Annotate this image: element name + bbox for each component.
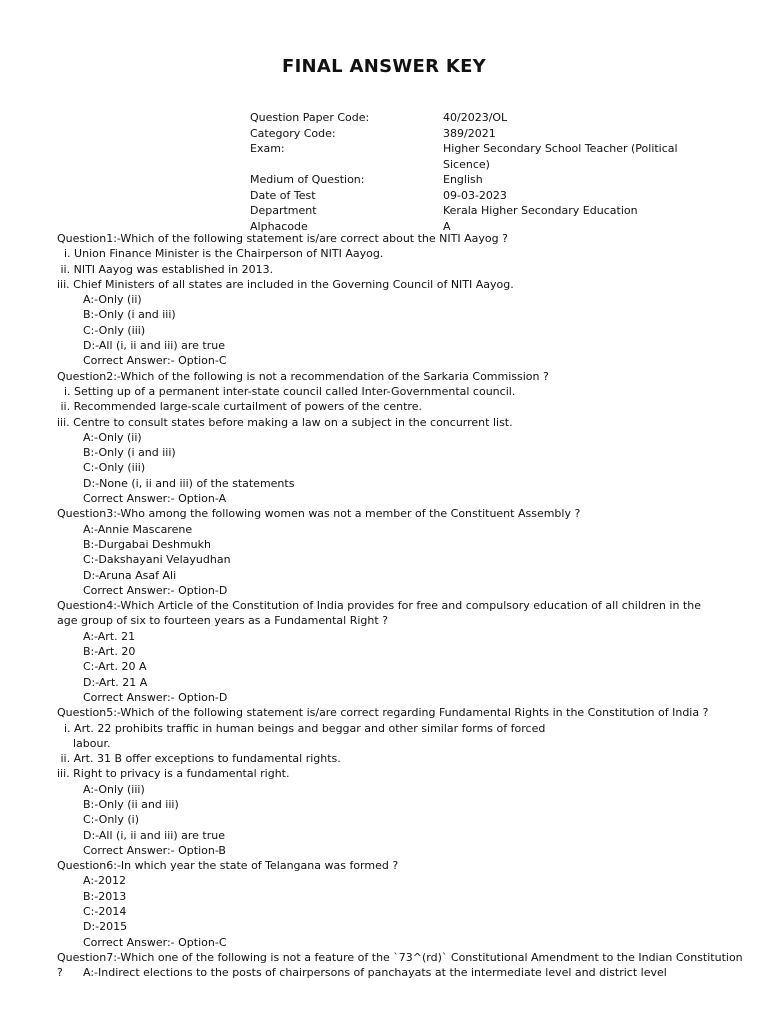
meta-label: Date of Test [250,188,316,202]
question-text: Question2:-Which of the following is not a recommendation of the Sarkaria Commission ? [57,369,549,383]
question-text: Question1:-Which of the following statement is/are correct about the NITI Aayog ? [57,232,508,245]
question-text: Question7:-Which one of the following is not a feature of the `73^(rd)` Constitutional Amendment to the Indian Constitution [57,950,743,964]
correct-answer: Correct Answer:- Option-C [83,935,227,949]
meta-label: Question Paper Code: [250,111,370,124]
option: A:-2012 [83,874,127,888]
correct-answer: Correct Answer:- Option-C [83,354,227,368]
exam-details [250,110,698,234]
statement: iii. Centre to consult states before making a law on a subject in the concurrent list. [57,415,513,429]
meta-value: 40/2023/OL [443,111,508,124]
option: B:-Only (i and iii) [83,308,176,322]
meta-label: Exam: [250,142,285,155]
option: B:-Only (ii and iii) [83,797,179,811]
statement: ii. NITI Aayog was established in 2013. [57,262,274,276]
option: C:-2014 [83,905,127,919]
option: D:-Aruna Asaf Ali [83,568,177,582]
statement: i. Art. 22 prohibits traffic in human beings and beggar and other similar forms of forced [57,721,546,735]
option: D:-All (i, ii and iii) are true [83,828,225,842]
correct-answer: Correct Answer:- Option-D [83,690,228,704]
meta-row [250,141,698,172]
statement: iii. Chief Ministers of all states are included in the Governing Council of NITI Aayog. [57,277,514,291]
option: A:-Only (ii) [83,430,142,444]
meta-value: Higher Secondary School Teacher (Political Sicence) [443,142,678,171]
statement: ii. Art. 31 B offer exceptions to fundamental rights. [57,752,341,766]
meta-row [250,172,698,188]
statement: i. Union Finance Minister is the Chairperson of NITI Aayog. [57,247,384,261]
correct-answer: Correct Answer:- Option-A [83,492,227,506]
meta-value: English [443,173,483,186]
option: B:-2013 [83,889,127,903]
question-7-option-row [57,965,717,980]
meta-label: Category Code: [250,126,336,140]
option: D:-2015 [83,920,128,934]
meta-label: Department [250,204,317,217]
statement: ii. Recommended large-scale curtailment of powers of the centre. [57,400,422,414]
option: D:-All (i, ii and iii) are true [83,339,225,353]
question-text: Question3:-Who among the following women was not a member of the Constituent Assembly ? [57,507,581,521]
question-mark: ? [57,966,63,980]
statement: iii. Right to privacy is a fundamental right. [57,767,290,781]
meta-row [250,110,698,126]
option: D:-Art. 21 A [83,675,148,689]
meta-value: Kerala Higher Secondary Education [443,204,638,217]
option: C:-Only (iii) [83,323,146,337]
option: C:-Dakshayani Velayudhan [83,553,231,567]
option: A:-Only (iii) [83,782,145,796]
meta-row [250,188,698,204]
meta-label: Medium of Question: [250,173,365,186]
option: C:-Only (iii) [83,461,146,475]
correct-answer: Correct Answer:- Option-B [83,843,226,857]
meta-value: A [443,219,451,233]
option: D:-None (i, ii and iii) of the statements [83,476,295,490]
option: C:-Only (i) [83,813,139,827]
option: A:-Only (ii) [83,293,142,307]
meta-label: Alphacode [250,219,308,233]
option: B:-Durgabai Deshmukh [83,537,211,551]
question-text: Question4:-Which Article of the Constitution of India provides for free and compulsory education of all children in the age group of six to fourteen years as a Fundamental Right ? [57,599,701,628]
option: A:-Indirect elections to the posts of chairpersons of panchayats at the intermediate level and district level [83,966,667,980]
question-text: Question5:-Which of the following statement is/are correct regarding Fundamental Rights in the Constitution of India ? [57,706,709,720]
option: B:-Art. 20 [83,645,136,659]
meta-value: 09-03-2023 [443,188,507,202]
option: A:-Annie Mascarene [83,522,193,536]
meta-row [250,126,698,142]
meta-row [250,203,698,219]
meta-value: 389/2021 [443,126,496,140]
option: B:-Only (i and iii) [83,446,176,460]
question-list [57,231,743,981]
statement: i. Setting up of a permanent inter-state council called Inter-Governmental council. [57,384,516,398]
statement-continuation: labour. [73,736,111,750]
question-text: Question6:-In which year the state of Telangana was formed ? [57,859,399,873]
correct-answer: Correct Answer:- Option-D [83,583,228,597]
page-title: FINAL ANSWER KEY [281,56,487,77]
option: C:-Art. 20 A [83,660,147,674]
option: A:-Art. 21 [83,629,136,643]
